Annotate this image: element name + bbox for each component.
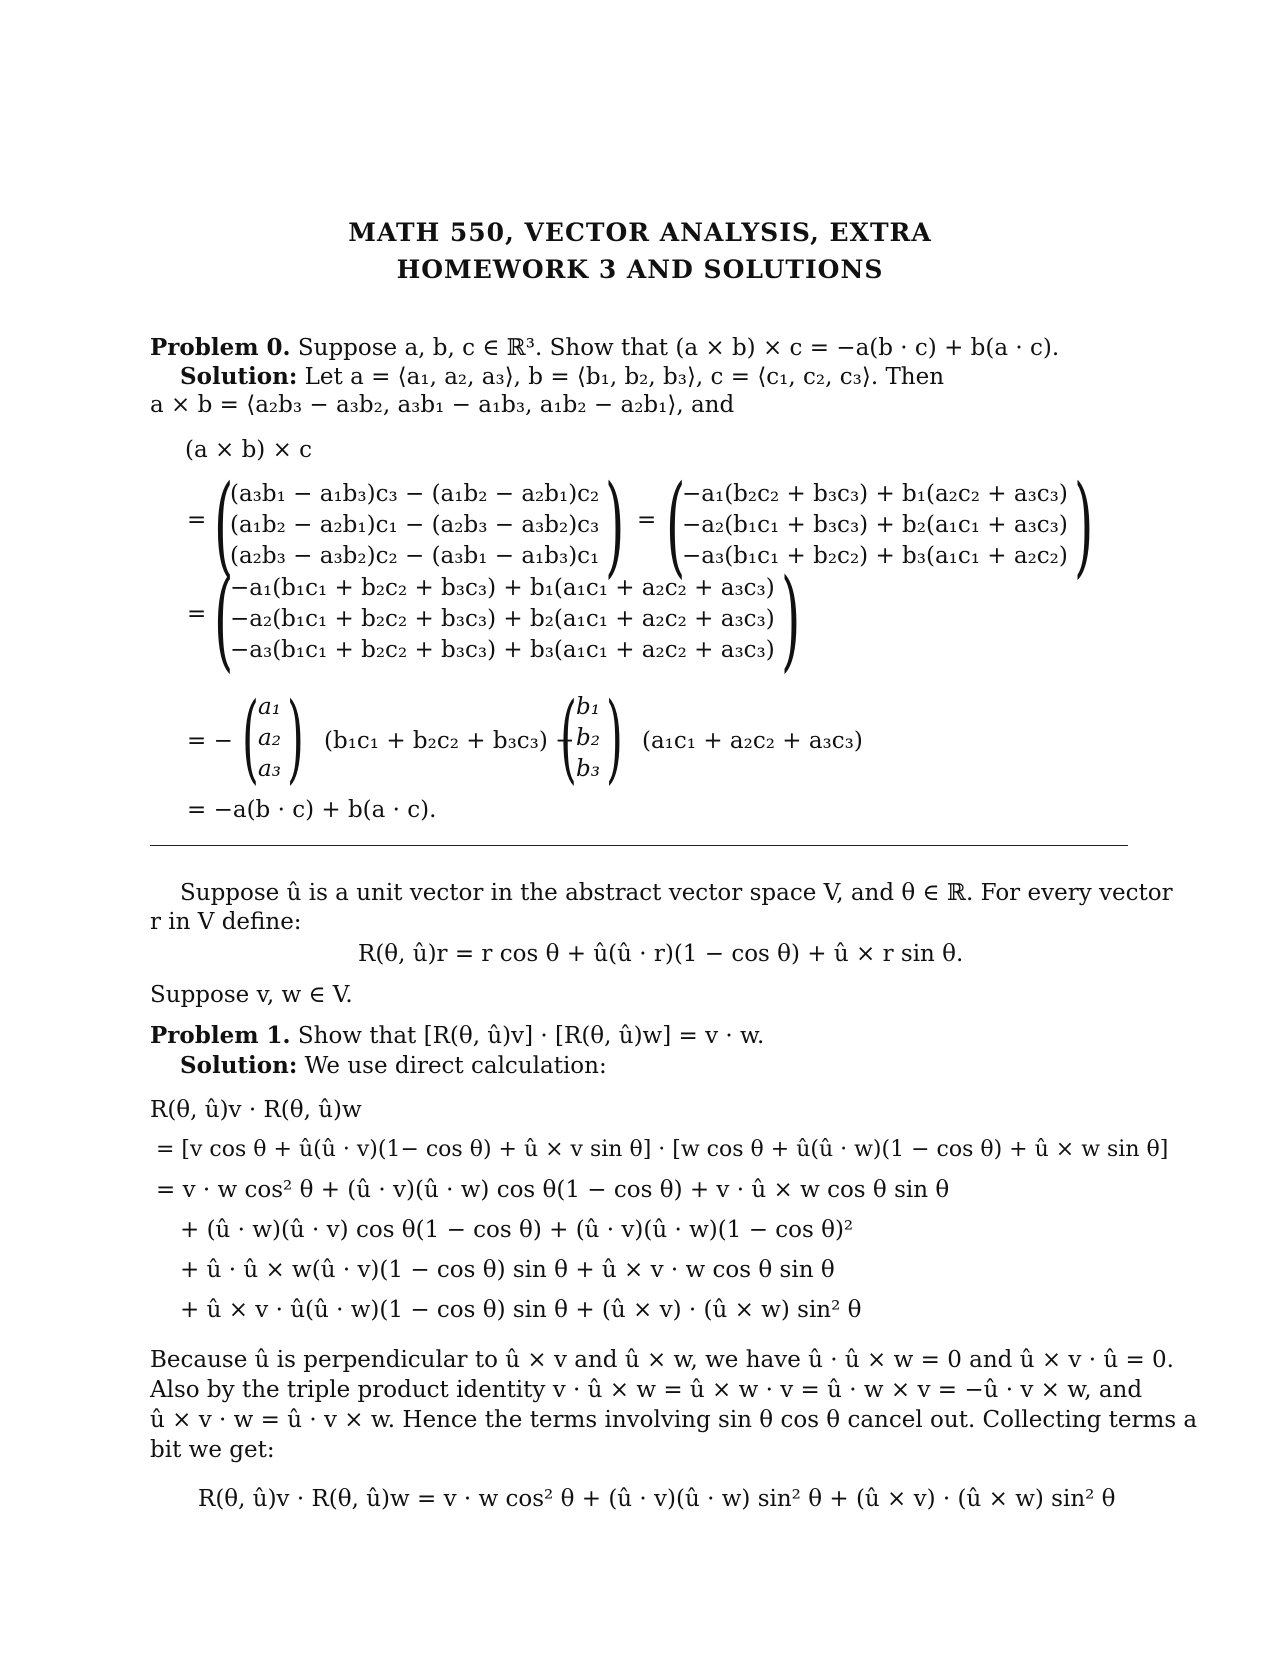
calc-step: + (û · w)(û · v) cos θ(1 − cos θ) + (û · v)(û · w)(1 − cos θ)² <box>180 1217 854 1243</box>
matrix-row: −a₃(b₁c₁ + b₂c₂) + b₃(a₁c₁ + a₂c₂) <box>682 542 1068 569</box>
vector-a: ( a₁ a₂ a₃ ) <box>242 682 304 794</box>
final-result: = −a(b · c) + b(a · c). <box>187 797 437 823</box>
vector-entry: b₃ <box>576 755 600 782</box>
matrix-3-rows <box>230 573 775 666</box>
definition-intro-2: r in V define: <box>150 909 302 935</box>
problem-1-label: Problem 1. <box>150 1022 291 1049</box>
equals-sign: = <box>637 507 657 533</box>
matrix-row: (a₁b₂ − a₂b₁)c₁ − (a₂b₃ − a₃b₂)c₃ <box>230 511 600 538</box>
matrix-row: −a₃(b₁c₁ + b₂c₂ + b₃c₃) + b₃(a₁c₁ + a₂c₂ + a₃c₃) <box>230 636 775 663</box>
matrix-1: ( (a₃b₁ − a₁b₃)c₃ − (a₁b₂ − a₂b₁)c₂ (a₁b₂ − a₂b₁)c₁ − (a₂b₃ − a₃b₂)c₃ (a₂b₃ − a₃b₂)c₂ − (a₃b₁ − a₁b₃)c₁ ) <box>214 461 625 589</box>
calc-step: = [v cos θ + û(û · v)(1− cos θ) + û × v sin θ] · [w cos θ + û(û · w)(1 − cos θ) + û × w sin θ] <box>156 1137 1169 1162</box>
calc-step: R(θ, û)v · R(θ, û)w <box>150 1097 362 1123</box>
calc-step: + û · û × w(û · v)(1 − cos θ) sin θ + û × v · w cos θ sin θ <box>180 1257 835 1283</box>
vector-entry: a₃ <box>258 755 281 782</box>
solution-text: Let a = ⟨a₁, a₂, a₃⟩, b = ⟨b₁, b₂, b₃⟩, c = ⟨c₁, c₂, c₃⟩. Then <box>304 364 945 390</box>
rotation-formula: R(θ, û)r = r cos θ + û(û · r)(1 − cos θ) + û × r sin θ. <box>358 941 964 967</box>
paragraph-line: Because û is perpendicular to û × v and û × w, we have û · û × w = 0 and û × v · û = 0. <box>150 1347 1174 1373</box>
matrix-row: −a₂(b₁c₁ + b₂c₂ + b₃c₃) + b₂(a₁c₁ + a₂c₂ + a₃c₃) <box>230 605 775 632</box>
definition-intro-1: Suppose û is a unit vector in the abstract vector space V, and θ ∈ ℝ. For every vector <box>180 880 1173 906</box>
equals-minus: = − <box>187 728 233 754</box>
dot-ac: (a₁c₁ + a₂c₂ + a₃c₃) <box>642 728 863 754</box>
title-line-1: MATH 550, VECTOR ANALYSIS, EXTRA <box>348 218 932 247</box>
problem-1-solution <box>180 1052 607 1079</box>
paragraph-line: Also by the triple product identity v · û × w = û × w · v = û · w × v = −û · v × w, and <box>150 1377 1143 1403</box>
problem-1-statement <box>150 1022 764 1049</box>
title-line-2: HOMEWORK 3 AND SOLUTIONS <box>396 255 884 284</box>
section-divider <box>150 845 1128 846</box>
calc-step: = v · w cos² θ + (û · v)(û · w) cos θ(1 − cos θ) + v · û × w cos θ sin θ <box>156 1177 950 1203</box>
lhs-expression: (a × b) × c <box>185 437 313 463</box>
cross-product-line: a × b = ⟨a₂b₃ − a₃b₂, a₃b₁ − a₁b₃, a₁b₂ − a₂b₁⟩, and <box>150 392 735 418</box>
vector-entry: b₁ <box>576 693 600 720</box>
suppose-line: Suppose v, w ∈ V. <box>150 982 353 1008</box>
vector-entry: a₂ <box>258 724 281 751</box>
equals-sign: = <box>187 601 207 627</box>
matrix-3: ( −a₁(b₁c₁ + b₂c₂ + b₃c₃) + b₁(a₁c₁ + a₂c₂ + a₃c₃) −a₂(b₁c₁ + b₂c₂ + b₃c₃) + b₂(a₁c₁ + a₂c₂ + a₃c₃) −a₃(b₁c₁ + b₂c₂ + b₃c₃) + b₃(a₁c₁ + a₂c₂ + a₃c₃) ) <box>214 555 801 683</box>
paragraph-line: bit we get: <box>150 1437 275 1463</box>
solution-text: We use direct calculation: <box>304 1053 607 1079</box>
matrix-row: (a₂b₃ − a₃b₂)c₂ − (a₃b₁ − a₁b₃)c₁ <box>230 542 600 569</box>
vector-a-rows <box>258 692 281 785</box>
solution-label: Solution: <box>180 1052 298 1079</box>
problem-0-label: Problem 0. <box>150 334 291 361</box>
vector-b: ( b₁ b₂ b₃ ) <box>560 682 623 794</box>
vector-b-rows <box>576 692 600 785</box>
problem-0-statement <box>150 334 1059 361</box>
matrix-row: −a₁(b₁c₁ + b₂c₂ + b₃c₃) + b₁(a₁c₁ + a₂c₂ + a₃c₃) <box>230 574 775 601</box>
paragraph-line: û × v · w = û · v × w. Hence the terms involving sin θ cos θ cancel out. Collecting terms a <box>150 1407 1198 1433</box>
vector-entry: b₂ <box>576 724 600 751</box>
matrix-row: −a₂(b₁c₁ + b₃c₃) + b₂(a₁c₁ + a₃c₃) <box>682 511 1068 538</box>
calc-step: + û × v · û(û · w)(1 − cos θ) sin θ + (û × v) · (û × w) sin² θ <box>180 1297 862 1323</box>
dot-bc: (b₁c₁ + b₂c₂ + b₃c₃) + <box>324 728 575 754</box>
vector-entry: a₁ <box>258 693 281 720</box>
matrix-row: (a₃b₁ − a₁b₃)c₃ − (a₁b₂ − a₂b₁)c₂ <box>230 480 600 507</box>
problem-0-text: Suppose a, b, c ∈ ℝ³. Show that (a × b) × c = −a(b · c) + b(a · c). <box>297 335 1060 361</box>
matrix-row: −a₁(b₂c₂ + b₃c₃) + b₁(a₂c₂ + a₃c₃) <box>682 480 1068 507</box>
matrix-1-rows <box>230 479 599 572</box>
solution-label: Solution: <box>180 363 298 390</box>
result-formula: R(θ, û)v · R(θ, û)w = v · w cos² θ + (û · v)(û · w) sin² θ + (û × v) · (û × w) sin² θ <box>198 1486 1116 1512</box>
equals-sign: = <box>187 507 207 533</box>
matrix-2-rows <box>682 479 1068 572</box>
problem-1-text: Show that [R(θ, û)v] · [R(θ, û)w] = v · w. <box>297 1023 765 1049</box>
problem-0-solution <box>180 363 944 390</box>
matrix-2: ( −a₁(b₂c₂ + b₃c₃) + b₁(a₂c₂ + a₃c₃) −a₂(b₁c₁ + b₃c₃) + b₂(a₁c₁ + a₃c₃) −a₃(b₁c₁ + b₂c₂) + b₃(a₁c₁ + a₂c₂) ) <box>666 461 1094 589</box>
